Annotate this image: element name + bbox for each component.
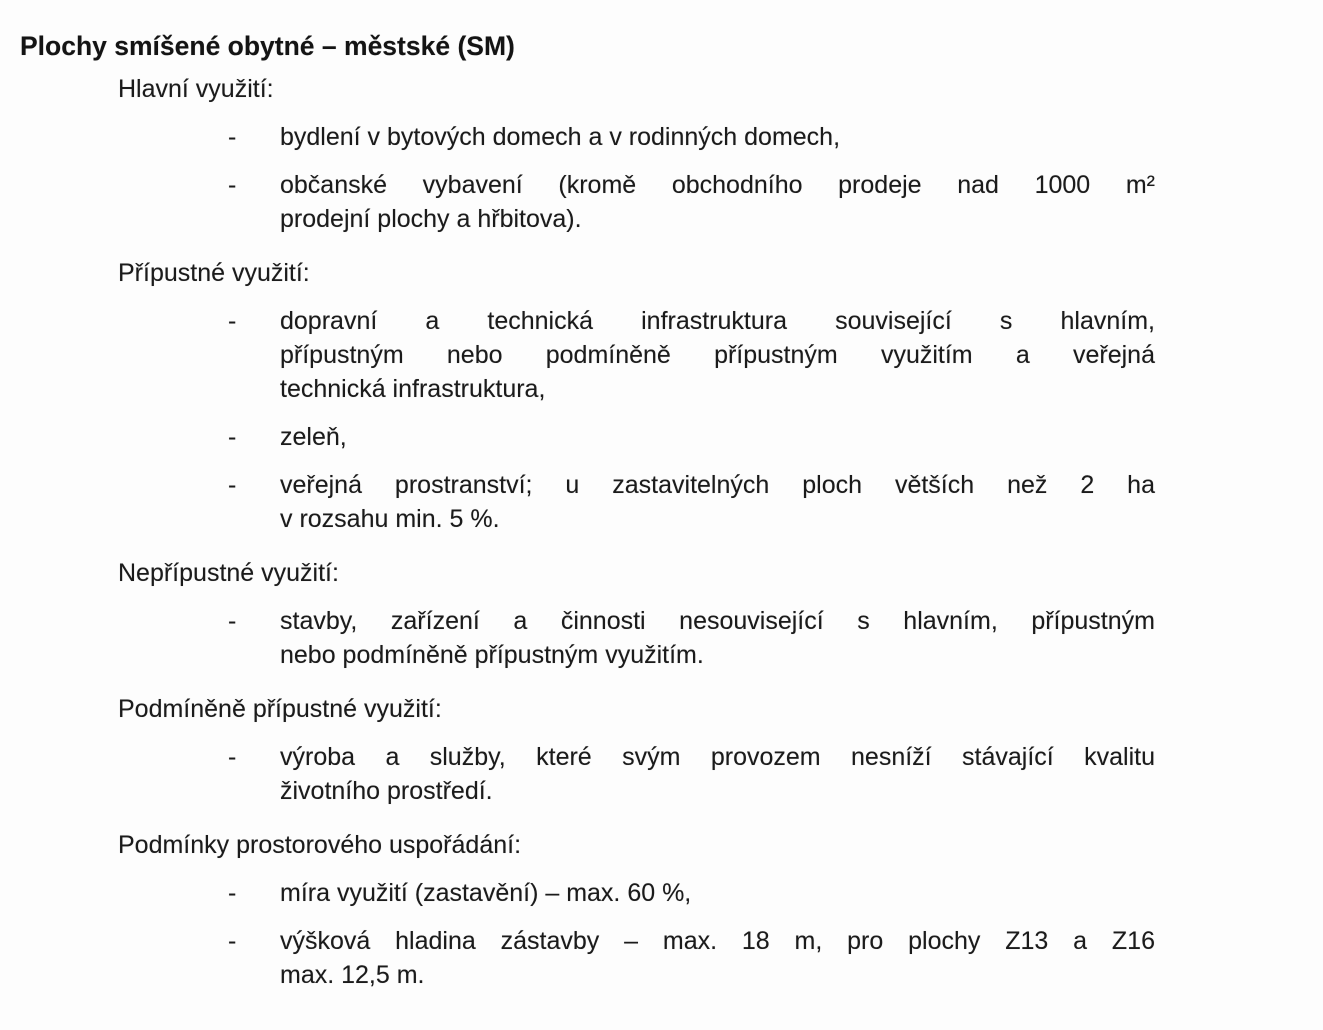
page-title: Plochy smíšené obytné – městské (SM) [20, 31, 515, 61]
section-heading: Hlavní využití: [118, 75, 274, 103]
text-line: občanské vybavení (kromě obchodního prodeje nad 1000 m² [280, 171, 1155, 199]
text-line: veřejná prostranství; u zastavitelných ploch větších než 2 ha [280, 471, 1155, 499]
list-item [228, 604, 1323, 672]
section-heading: Podmínky prostorového uspořádání: [118, 831, 522, 859]
list-item-text [280, 468, 1155, 536]
text-line: životního prostředí. [280, 777, 493, 805]
text-line: dopravní a technická infrastruktura související s hlavním, [280, 307, 1155, 335]
text-line: prodejní plochy a hřbitova). [280, 205, 582, 233]
dash-bullet: - [228, 123, 237, 151]
dash-bullet: - [228, 607, 237, 635]
text-line: bydlení v bytových domech a v rodinných domech, [280, 123, 841, 151]
list-item [228, 420, 1323, 454]
list-item-text [280, 304, 1155, 406]
dash-bullet: - [228, 171, 237, 199]
list-item-text [280, 876, 1155, 910]
text-line: výroba a služby, které svým provozem nesníží stávající kvalitu [280, 743, 1155, 771]
section-hlavni-vyuziti [0, 72, 1323, 236]
list-item-text [280, 604, 1155, 672]
section-podminene-pripustne-vyuziti [0, 692, 1323, 808]
section-heading: Nepřípustné využití: [118, 559, 339, 587]
list-item [228, 876, 1323, 910]
text-line: max. 12,5 m. [280, 961, 425, 989]
dash-bullet: - [228, 307, 237, 335]
dash-bullet: - [228, 423, 237, 451]
text-line: míra využití (zastavění) – max. 60 %, [280, 879, 692, 907]
section-nepripustne-vyuziti [0, 556, 1323, 672]
dash-bullet: - [228, 743, 237, 771]
text-line: nebo podmíněně přípustným využitím. [280, 641, 704, 669]
dash-bullet: - [228, 879, 237, 907]
dash-bullet: - [228, 927, 237, 955]
text-line: technická infrastruktura, [280, 375, 546, 403]
list-item [228, 168, 1323, 236]
list-item [228, 740, 1323, 808]
text-line: výšková hladina zástavby – max. 18 m, pro plochy Z13 a Z16 [280, 927, 1155, 955]
list-item-text [280, 924, 1155, 992]
list-item-text [280, 120, 1155, 154]
dash-bullet: - [228, 471, 237, 499]
section-heading: Přípustné využití: [118, 259, 310, 287]
list-item [228, 120, 1323, 154]
section-pripustne-vyuziti [0, 256, 1323, 536]
list-item [228, 468, 1323, 536]
text-line: přípustným nebo podmíněně přípustným využitím a veřejná [280, 341, 1155, 369]
list-item-text [280, 168, 1155, 236]
list-item-text [280, 420, 1155, 454]
list-item-text [280, 740, 1155, 808]
text-line: v rozsahu min. 5 %. [280, 505, 500, 533]
text-line: zeleň, [280, 423, 347, 451]
list-item [228, 304, 1323, 406]
section-heading: Podmíněně přípustné využití: [118, 695, 442, 723]
list-item [228, 924, 1323, 992]
text-line: stavby, zařízení a činnosti nesouvisející s hlavním, přípustným [280, 607, 1155, 635]
section-podminky-prostoroveho-usporadani [0, 828, 1323, 992]
